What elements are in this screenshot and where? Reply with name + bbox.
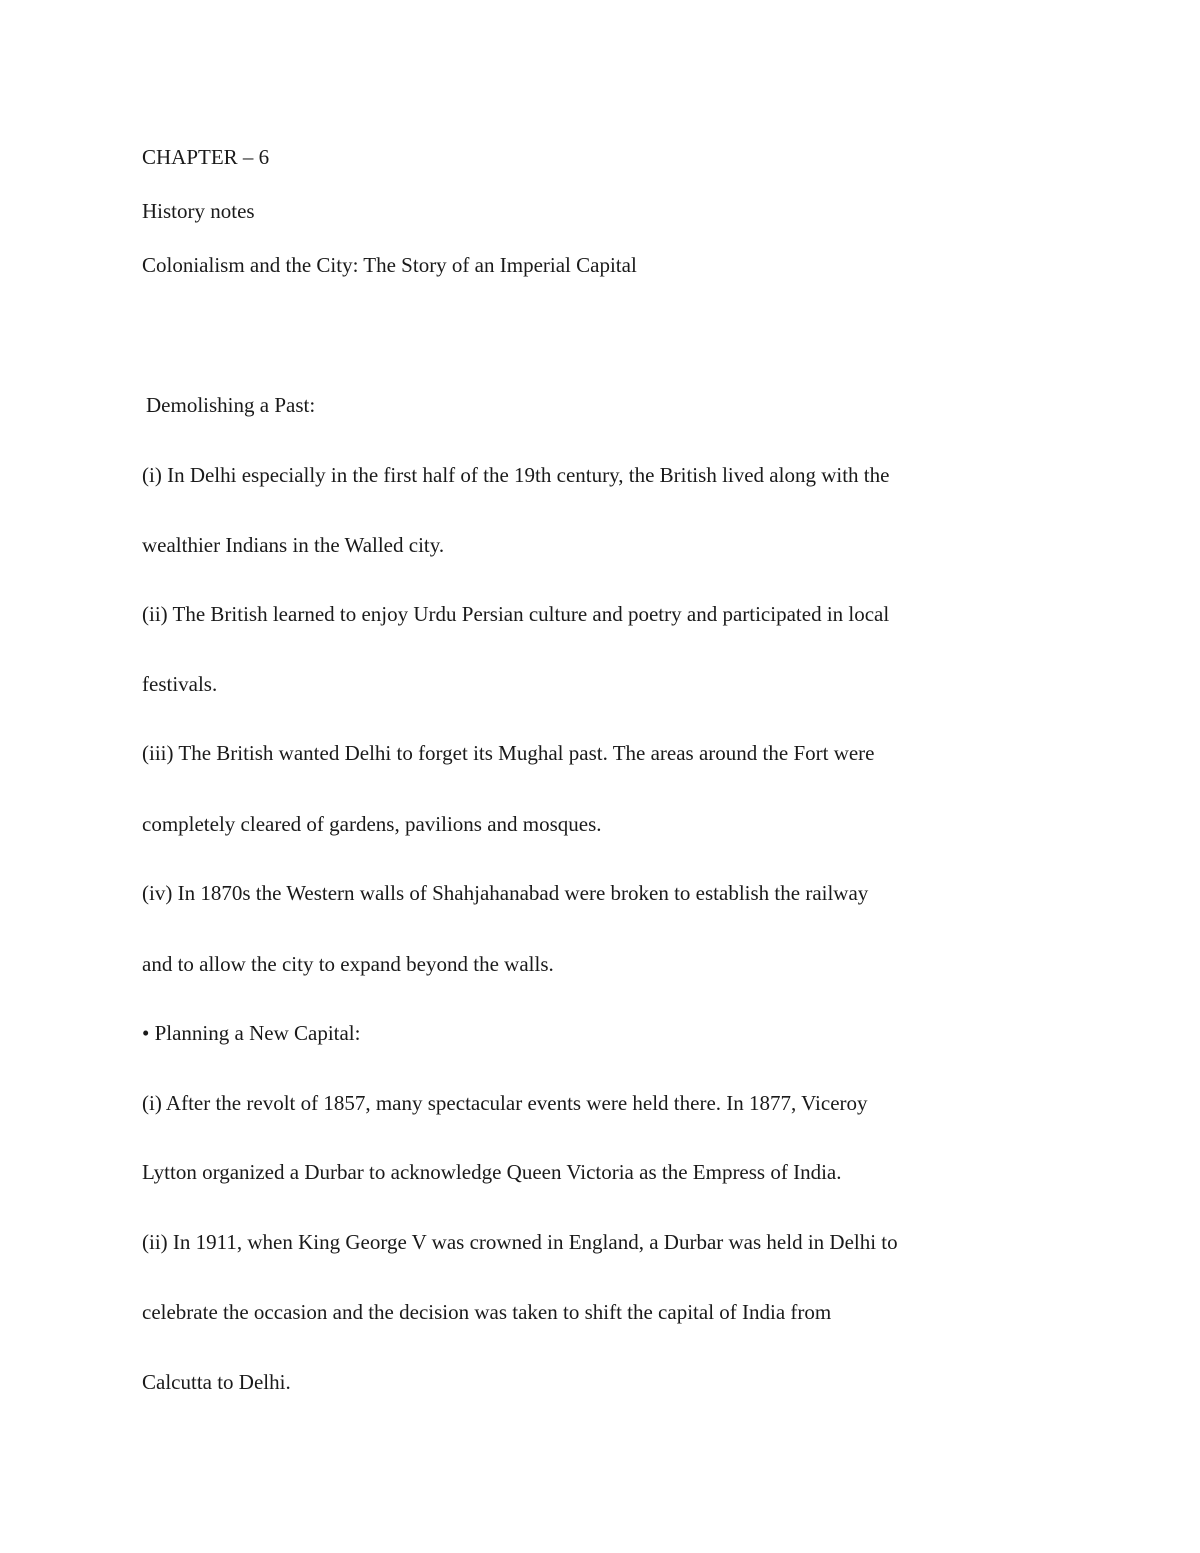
- paragraph-line: (iii) The British wanted Delhi to forget its Mughal past. The areas around the Fort were: [142, 741, 875, 765]
- paragraph-line: wealthier Indians in the Walled city.: [142, 533, 445, 557]
- section-heading-planning: • Planning a New Capital:: [142, 1021, 361, 1045]
- paragraph-line: Lytton organized a Durbar to acknowledge Queen Victoria as the Empress of India.: [142, 1160, 842, 1184]
- paragraph-line: (i) In Delhi especially in the first half of the 19th century, the British lived along with the: [142, 463, 890, 487]
- paragraph-line: completely cleared of gardens, pavilions and mosques.: [142, 812, 602, 836]
- paragraph-line: Calcutta to Delhi.: [142, 1370, 291, 1394]
- paragraph-line: celebrate the occasion and the decision was taken to shift the capital of India from: [142, 1300, 832, 1324]
- chapter-heading: CHAPTER – 6: [142, 145, 270, 169]
- paragraph-line: (iv) In 1870s the Western walls of Shahjahanabad were broken to establish the railway: [142, 881, 869, 905]
- paragraph-line: (ii) The British learned to enjoy Urdu Persian culture and poetry and participated in local: [142, 602, 890, 626]
- paragraph-line: (i) After the revolt of 1857, many spectacular events were held there. In 1877, Viceroy: [142, 1091, 868, 1115]
- document-title: Colonialism and the City: The Story of an Imperial Capital: [142, 253, 637, 277]
- subject-label: History notes: [142, 199, 255, 223]
- section-heading-demolishing: Demolishing a Past:: [146, 393, 316, 417]
- paragraph-line: (ii) In 1911, when King George V was crowned in England, a Durbar was held in Delhi to: [142, 1230, 898, 1254]
- paragraph-line: festivals.: [142, 672, 218, 696]
- paragraph-line: and to allow the city to expand beyond the walls.: [142, 952, 554, 976]
